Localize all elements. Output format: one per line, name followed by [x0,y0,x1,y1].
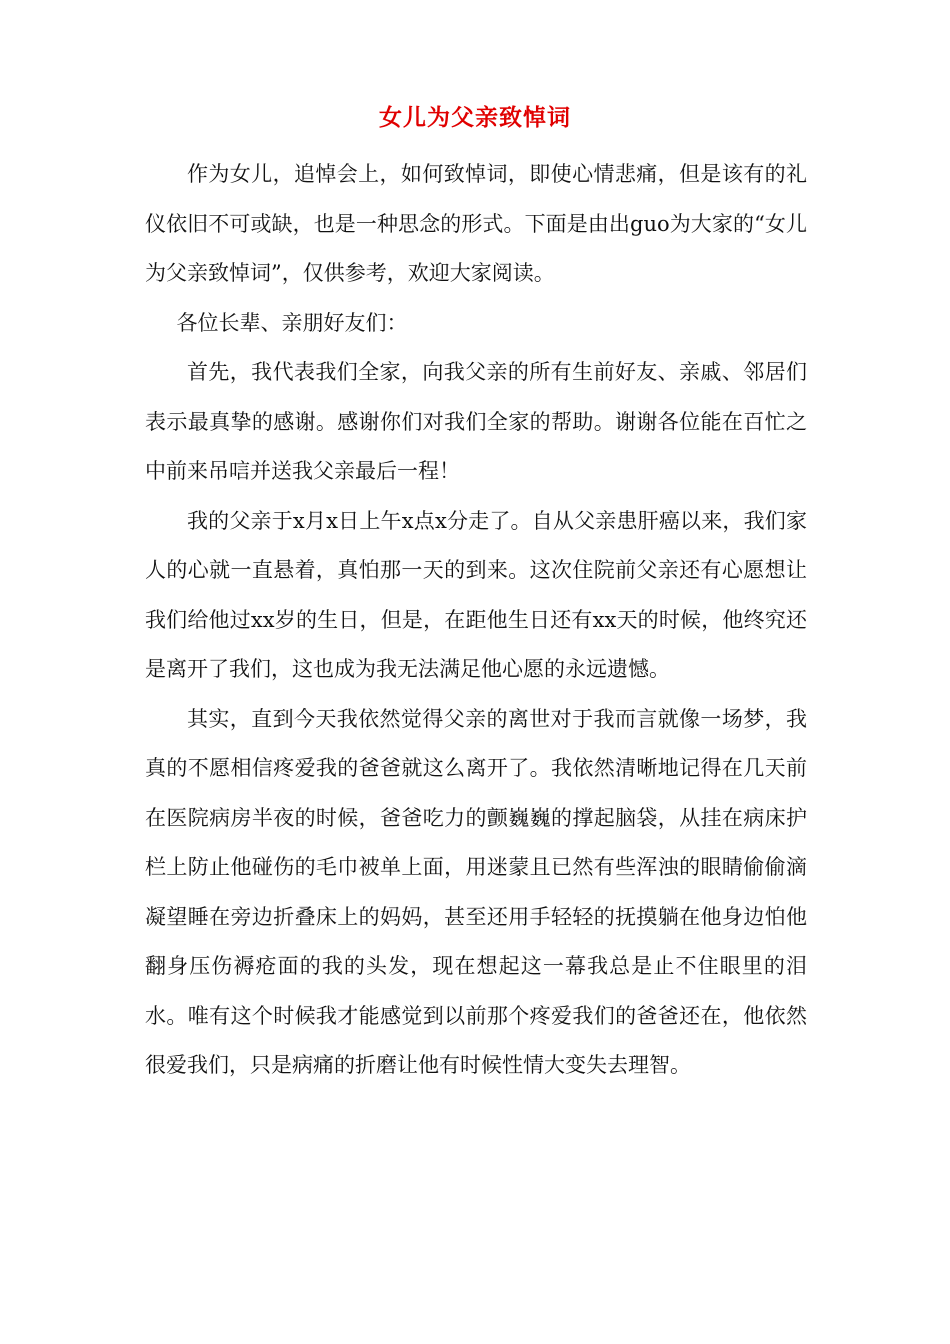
document-title: 女儿为父亲致悼词 [379,105,571,131]
body-paragraph-2: 我的父亲于x月x日上午x点x分走了。自从父亲患肝癌以来，我们家人的心就一直悬着，真怕那一天的到来。这次住院前父亲还有心愿想让我们给他过xx岁的生日，但是，在距他生日还有xx天的时候，他终究还是离开了我们，这也成为我无法满足他心愿的永远遗憾。 [145,508,807,681]
document-body [145,150,807,1091]
salutation: 各位长辈、亲朋好友们： [176,310,408,335]
intro-paragraph: 作为女儿，追悼会上，如何致悼词，即使心情悲痛，但是该有的礼仪依旧不可或缺，也是一种思念的形式。下面是由出guo为大家的“女儿为父亲致悼词”，仅供参考，欢迎大家阅读。 [145,162,807,285]
body-paragraph-1: 首先，我代表我们全家，向我父亲的所有生前好友、亲戚、邻居们表示最真挚的感谢。感谢你们对我们全家的帮助。谢谢各位能在百忙之中前来吊唁并送我父亲最后一程！ [145,360,807,483]
body-paragraph-3: 其实，直到今天我依然觉得父亲的离世对于我而言就像一场梦，我真的不愿相信疼爱我的爸爸就这么离开了。我依然清晰地记得在几天前在医院病房半夜的时候，爸爸吃力的颤巍巍的撑起脑袋，从挂在病床护栏上防止他碰伤的毛巾被单上面，用迷蒙且已然有些浑浊的眼睛偷偷滴凝望睡在旁边折叠床上的妈妈，甚至还用手轻轻的抚摸躺在他身边怕他翻身压伤褥疮面的我的头发，现在想起这一幕我总是止不住眼里的泪水。唯有这个时候我才能感觉到以前那个疼爱我们的爸爸还在，他依然很爱我们，只是病痛的折磨让他有时候性情大变失去理智。 [145,706,807,1077]
